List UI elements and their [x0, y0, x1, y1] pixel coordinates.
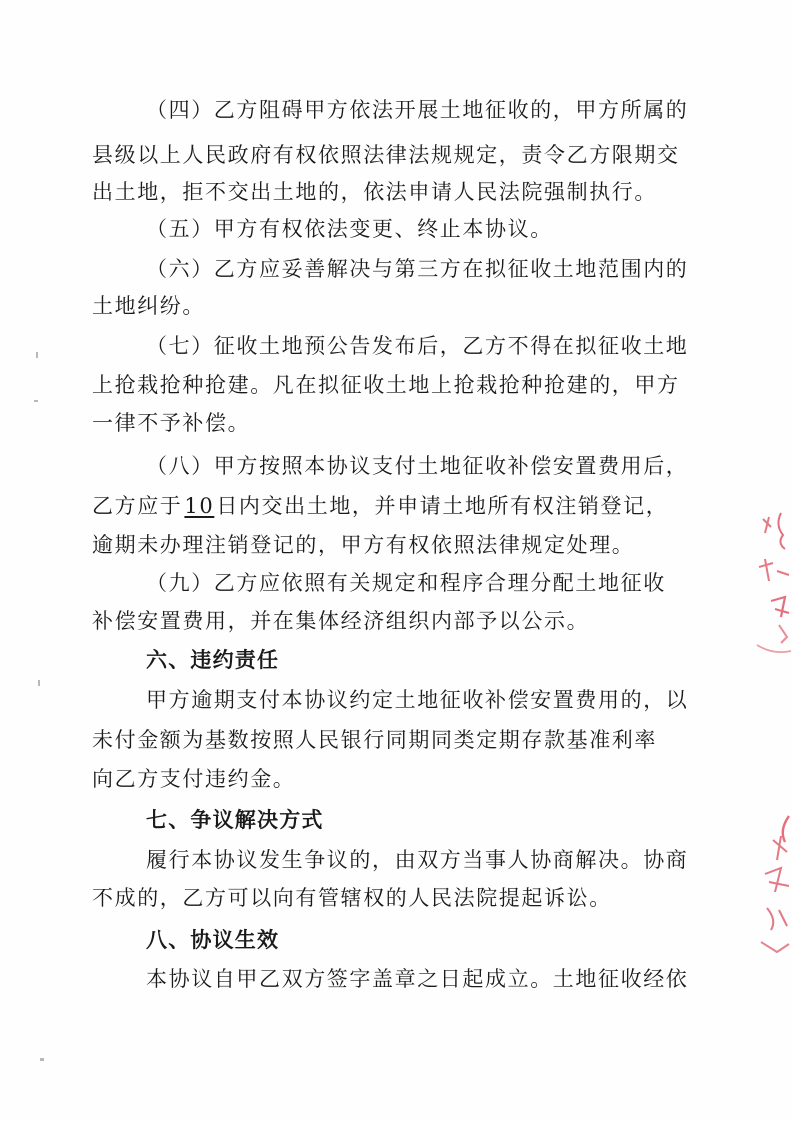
- section-8-heading: 八、协议生效: [146, 928, 280, 952]
- clause-4-line-3: 出土地，拒不交出土地的，依法申请人民法院强制执行。: [92, 180, 657, 204]
- clause-7-line-1: （七）征收土地预公告发布后，乙方不得在拟征收土地: [146, 334, 689, 358]
- clause-4-line-1: （四）乙方阻碍甲方依法开展土地征收的，甲方所属的: [146, 98, 689, 122]
- section-6-line-2: 未付金额为基数按照人民银行同期同类定期存款基准利率: [92, 728, 657, 752]
- scan-speck: [36, 352, 38, 358]
- seal-fragment-lower: [751, 812, 793, 962]
- clause-9-line-1: （九）乙方应依照有关规定和程序合理分配土地征收: [146, 571, 666, 595]
- clause-7-line-3: 一律不予补偿。: [92, 411, 251, 435]
- clause-4-line-2: 县级以上人民政府有权依照法律法规规定，责令乙方限期交: [92, 143, 680, 167]
- section-8-line-1: 本协议自甲乙双方签字盖章之日起成立。土地征收经依: [146, 967, 689, 991]
- clause-5-line-1: （五）甲方有权依法变更、终止本协议。: [146, 217, 553, 241]
- section-7-heading: 七、争议解决方式: [146, 808, 324, 832]
- clause-8-line-2-suffix: 日内交出土地，并申请土地所有权注销登记，: [216, 494, 669, 518]
- seal-fragment-upper: [751, 505, 793, 675]
- days-value: 10: [184, 494, 215, 518]
- clause-6-line-2: 土地纠纷。: [92, 294, 205, 318]
- section-7-line-1: 履行本协议发生争议的，由双方当事人协商解决。协商: [146, 848, 689, 872]
- section-6-line-3: 向乙方支付违约金。: [92, 767, 296, 791]
- clause-8-line-3: 逾期未办理注销登记的，甲方有权依照法律规定处理。: [92, 533, 635, 557]
- scan-speck: [34, 400, 38, 402]
- clause-6-line-1: （六）乙方应妥善解决与第三方在拟征收土地范围内的: [146, 257, 689, 281]
- clause-8-line-1: （八）甲方按照本协议支付土地征收补偿安置费用后，: [146, 454, 689, 478]
- scan-speck: [40, 1058, 44, 1061]
- clause-8-line-2-prefix: 乙方应于: [92, 494, 183, 518]
- clause-7-line-2: 上抢栽抢种抢建。凡在拟征收土地上抢栽抢种抢建的，甲方: [92, 373, 680, 397]
- section-6-line-1: 甲方逾期支付本协议约定土地征收补偿安置费用的，以: [146, 688, 689, 712]
- section-6-heading: 六、违约责任: [146, 648, 280, 672]
- clause-9-line-2: 补偿安置费用，并在集体经济组织内部予以公示。: [92, 609, 590, 633]
- scan-speck: [38, 680, 40, 686]
- clause-8-line-2: [92, 491, 668, 521]
- section-7-line-2: 不成的，乙方可以向有管辖权的人民法院提起诉讼。: [92, 886, 612, 910]
